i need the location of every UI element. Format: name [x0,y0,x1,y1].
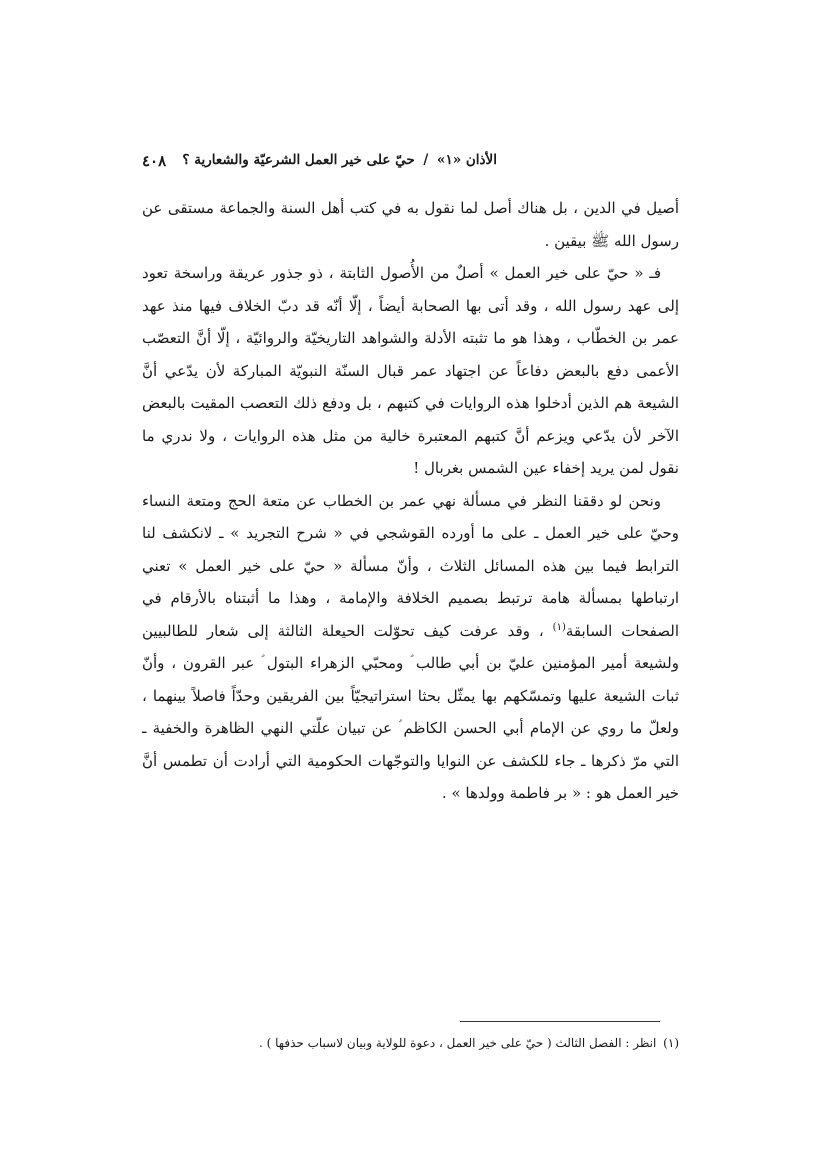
paragraph-3-start: ونحن لو دققنا النظر في مسألة نهي عمر بن الخطاب عن متعة الحج ومتعة النساء وحيّ على خير العمل ـ على ما أورده القوشجي في « شرح التجريد » ـ لانكشف لنا الترابط فيما بين هذه المسائل الثلاث ، وأنّ مسألة « حيّ على خير العمل » تعني ارتباطها بمسألة هامة ترتبط بصميم الخلافة والإمامة ، وهذا ما أثبتناه بالأرقام في الصفحات السابقة [142,491,679,640]
footnote-text: انظر : الفصل الثالث ( حيّ على خير العمل ، دعوة للولاية وبيان لاسباب حذفها ) . [259,1036,657,1050]
title-separator: / [423,152,429,168]
running-title [182,152,497,168]
paragraph-1: أصيل في الدين ، بل هناك أصل لما نقول به في كتب أهل السنة والجماعة مستقى عن رسول الله ﷺ بيقين . [142,199,679,250]
running-header [142,152,679,178]
footnote-number: (١) [663,1036,679,1050]
page-number: ٤٠٨ [142,152,167,170]
footnote-reference[interactable]: (١) [552,621,566,633]
main-text [142,192,679,810]
paragraph-3-end: ، وقد عرفت كيف تحوّلت الحيعلة الثالثة إلى شعار للطالبيين ولشيعة أمير المؤمنين عليّ بن أبي طالب ؑ ومحبّي الزهراء البتول ؑ عبر القرون ، وأنّ ثبات الشيعة عليها وتمسّكهم بها يمثّل بحثا استراتيجيّاً بين الفريقين وحدّاً فاصلاً بينهما ، ولعلّ ما روي عن الإمام أبي الحسن الكاظم ؑ عن تبيان علّتي النهي الظاهرة والخفية ـ التي مرّ ذكرها ـ جاء للكشف عن النوايا والتوجّهات الحكومية التي أرادت أن تطمس أنَّ خير العمل هو : « بر فاطمة وولدها » . [142,621,679,802]
footnote-divider [460,1021,660,1022]
paragraph-2: فـ « حيّ على خير العمل » أصلٌ من الأُصول الثابتة ، ذو جذور عريقة وراسخة تعود إلى عهد رسول الله ، وقد أتى بها الصحابة أيضاً ، إلّا أنّه قد دبّ الخلاف فيها منذ عهد عمر بن الخطّاب ، وهذا هو ما تثبته الأدلة والشواهد التاريخيّة والروائيّة ، إلّا أنَّ التعصّب الأعمى دفع بالبعض دفاعاً عن اجتهاد عمر قبال السنّة النبويّة المباركة لأن يدّعي أنَّ الشيعة هم الذين أدخلوا هذه الروايات في كتبهم ، بل ودفع ذلك التعصب المقيت بالبعض الآخر لأن يدّعي ويزعم أنَّ كتبهم المعتبرة خالية من مثل هذه الروايات ، ولا ندري ما نقول لمن يريد إخفاء عين الشمس بغربال ! [142,264,679,477]
book-title: الأذان «١» [437,152,497,168]
chapter-title: حيّ على خير العمل الشرعيّة والشعارية ؟ [182,152,415,168]
paragraph-3 [142,485,679,810]
footnote [142,1032,679,1054]
